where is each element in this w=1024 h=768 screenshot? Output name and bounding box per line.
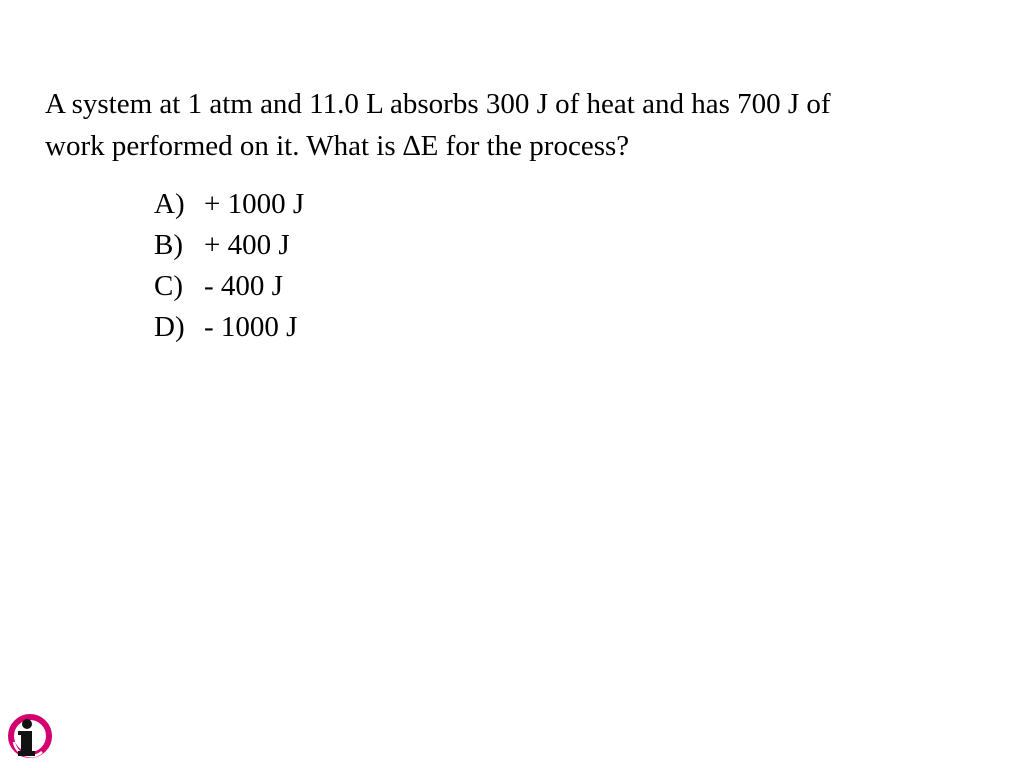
choice-letter: A) xyxy=(154,188,185,220)
choice-text: - 1000 J xyxy=(204,311,298,343)
choice-letter: D) xyxy=(154,311,185,343)
question-text xyxy=(45,83,995,167)
choice-a xyxy=(154,184,304,225)
choice-d xyxy=(154,307,304,348)
info-logo-icon[interactable] xyxy=(6,712,54,760)
choice-letter: B) xyxy=(154,229,183,261)
choice-letter: C) xyxy=(154,270,183,302)
choice-text: + 1000 J xyxy=(204,188,305,220)
choice-text: + 400 J xyxy=(204,229,290,261)
choice-b xyxy=(154,225,304,266)
choice-c xyxy=(154,266,304,307)
choice-text: - 400 J xyxy=(204,270,283,302)
question-line-2: work performed on it. What is ∆E for the process? xyxy=(45,130,630,162)
question-line-1: A system at 1 atm and 11.0 L absorbs 300 J of heat and has 700 J of xyxy=(45,88,831,120)
answer-choices xyxy=(154,184,304,348)
